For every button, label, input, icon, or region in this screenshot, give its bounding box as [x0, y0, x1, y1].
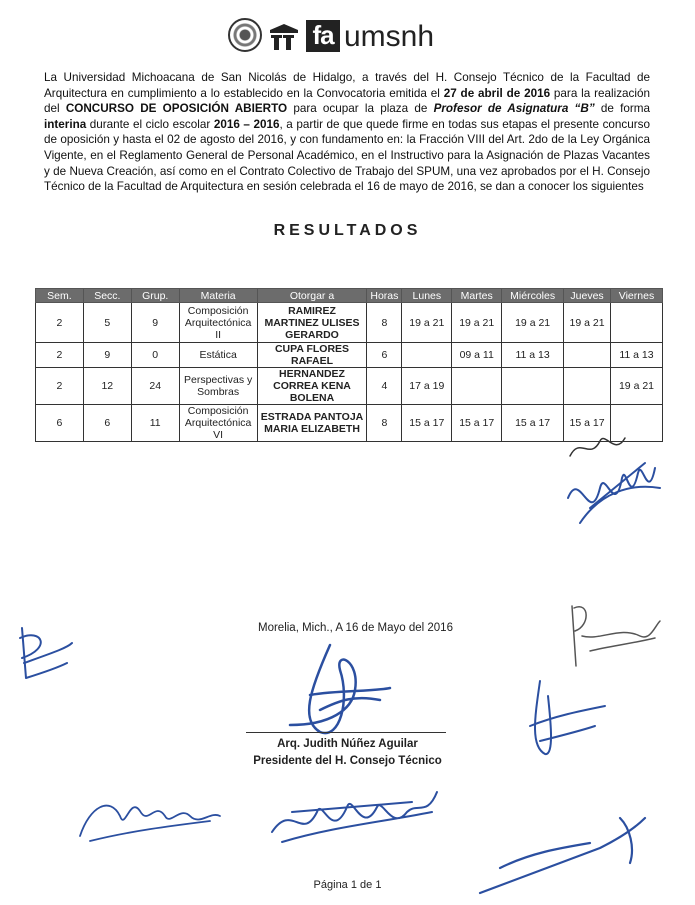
table-cell: 11 a 13	[502, 343, 564, 368]
signature-bottom-center-icon	[262, 782, 442, 857]
awardee-cell: RAMIREZ MARTINEZ ULISES GERARDO	[257, 303, 367, 343]
table-cell	[564, 343, 611, 368]
results-table	[35, 288, 663, 442]
table-cell	[402, 343, 452, 368]
table-cell: 15 a 17	[402, 405, 452, 442]
table-cell: 19 a 21	[452, 303, 502, 343]
table-cell: 8	[367, 405, 402, 442]
table-cell: 19 a 21	[611, 368, 663, 405]
table-cell: 19 a 21	[402, 303, 452, 343]
table-cell: 17 a 19	[402, 368, 452, 405]
column-header: Materia	[179, 289, 257, 303]
table-cell: 15 a 17	[502, 405, 564, 442]
awardee-cell: CUPA FLORES RAFAEL	[257, 343, 367, 368]
table-cell: 6	[367, 343, 402, 368]
column-header: Lunes	[402, 289, 452, 303]
table-cell: 12	[83, 368, 131, 405]
table-cell	[611, 303, 663, 343]
document-header	[0, 18, 695, 62]
table-cell: 15 a 17	[564, 405, 611, 442]
column-header: Otorgar a	[257, 289, 367, 303]
university-brand: umsnh	[344, 20, 435, 53]
table-row	[36, 303, 663, 343]
table-cell: 11	[131, 405, 179, 442]
subject-cell: Composición Arquitectónica VI	[179, 405, 257, 442]
table-cell: 5	[83, 303, 131, 343]
awardee-cell: ESTRADA PANTOJA MARIA ELIZABETH	[257, 405, 367, 442]
signature-right-middle-icon	[560, 596, 670, 676]
signer-name: Arq. Judith Núñez Aguilar	[277, 738, 418, 750]
signature-president-icon	[270, 640, 400, 740]
table-cell	[564, 368, 611, 405]
page-number: Página 1 de 1	[313, 879, 382, 891]
table-cell: 19 a 21	[564, 303, 611, 343]
column-header: Martes	[452, 289, 502, 303]
school-cycle: 2016 – 2016	[213, 117, 280, 131]
table-cell: 11 a 13	[611, 343, 663, 368]
awardee-cell: HERNANDEZ CORREA KENA BOLENA	[257, 368, 367, 405]
post-name: Profesor de Asignatura “B”	[433, 102, 595, 116]
table-row	[36, 343, 663, 368]
table-cell: 19 a 21	[502, 303, 564, 343]
table-cell	[502, 368, 564, 405]
column-header: Jueves	[564, 289, 611, 303]
table-cell	[452, 368, 502, 405]
table-cell: 2	[36, 368, 84, 405]
column-header: Secc.	[83, 289, 131, 303]
table-cell: 9	[83, 343, 131, 368]
table-cell: 0	[131, 343, 179, 368]
university-seal-icon	[228, 18, 262, 52]
table-cell: 6	[83, 405, 131, 442]
faculty-badge: fa	[306, 20, 340, 52]
table-cell: 24	[131, 368, 179, 405]
table-cell: 2	[36, 343, 84, 368]
table-cell: 2	[36, 303, 84, 343]
column-header: Miércoles	[502, 289, 564, 303]
signature-bottom-left-icon	[70, 776, 230, 856]
table-cell: 4	[367, 368, 402, 405]
table-cell: 09 a 11	[452, 343, 502, 368]
place-and-date: Morelia, Mich., A 16 de Mayo del 2016	[258, 622, 453, 634]
signature-table-right-icon	[560, 426, 640, 466]
column-header: Horas	[367, 289, 402, 303]
post-type: interina	[44, 117, 87, 131]
table-header-row	[36, 289, 663, 303]
table-cell: 9	[131, 303, 179, 343]
subject-cell: Estática	[179, 343, 257, 368]
intro-paragraph: La Universidad Michoacana de San Nicolás de Hidalgo, a través del H. Consejo Técnico de la Facultad de Arquitectura en cumplimiento a lo establecido en la Convocatoria emitida el 27 de abril de 2016 para la realización del CONCURSO DE OPOSICIÓN ABIERTO para ocupar la plaza de Profesor de Asignatura “B” de forma interina durante el ciclo escolar 2016 – 2016, a partir de que quede firme en todas sus etapas el presente concurso de oposición y hasta el 02 de agosto del 2016, y con fundamento en: la Fracción VIII del Art. 2do de la Ley Orgánica Vigente, en el Reglamento General de Personal Académico, en el Instructivo para la Asignación de Plazas Vacantes y de Nueva Creación, así como en el Contrato Colectivo de Trabajo del SPUM, una vez aprobados por el H. Consejo Técnico de la Facultad de Arquitectura en sesión celebrada el 16 de mayo de 2016, se dan a conocer los siguientes	[44, 71, 651, 194]
table-row	[36, 368, 663, 405]
signature-line	[246, 732, 446, 733]
column-header: Grup.	[131, 289, 179, 303]
column-header: Viernes	[611, 289, 663, 303]
subject-cell: Composición Arquitectónica II	[179, 303, 257, 343]
table-cell: 8	[367, 303, 402, 343]
table-cell: 15 a 17	[452, 405, 502, 442]
results-title: RESULTADOS	[273, 222, 422, 239]
column-header: Sem.	[36, 289, 84, 303]
faculty-logo-icon	[268, 22, 300, 52]
signer-title: Presidente del H. Consejo Técnico	[253, 755, 442, 767]
signature-left-icon	[12, 618, 82, 688]
subject-cell: Perspectivas y Sombras	[179, 368, 257, 405]
convocation-date: 27 de abril de 2016	[443, 86, 551, 100]
table-cell: 6	[36, 405, 84, 442]
contest-name: CONCURSO DE OPOSICIÓN ABIERTO	[65, 102, 288, 116]
